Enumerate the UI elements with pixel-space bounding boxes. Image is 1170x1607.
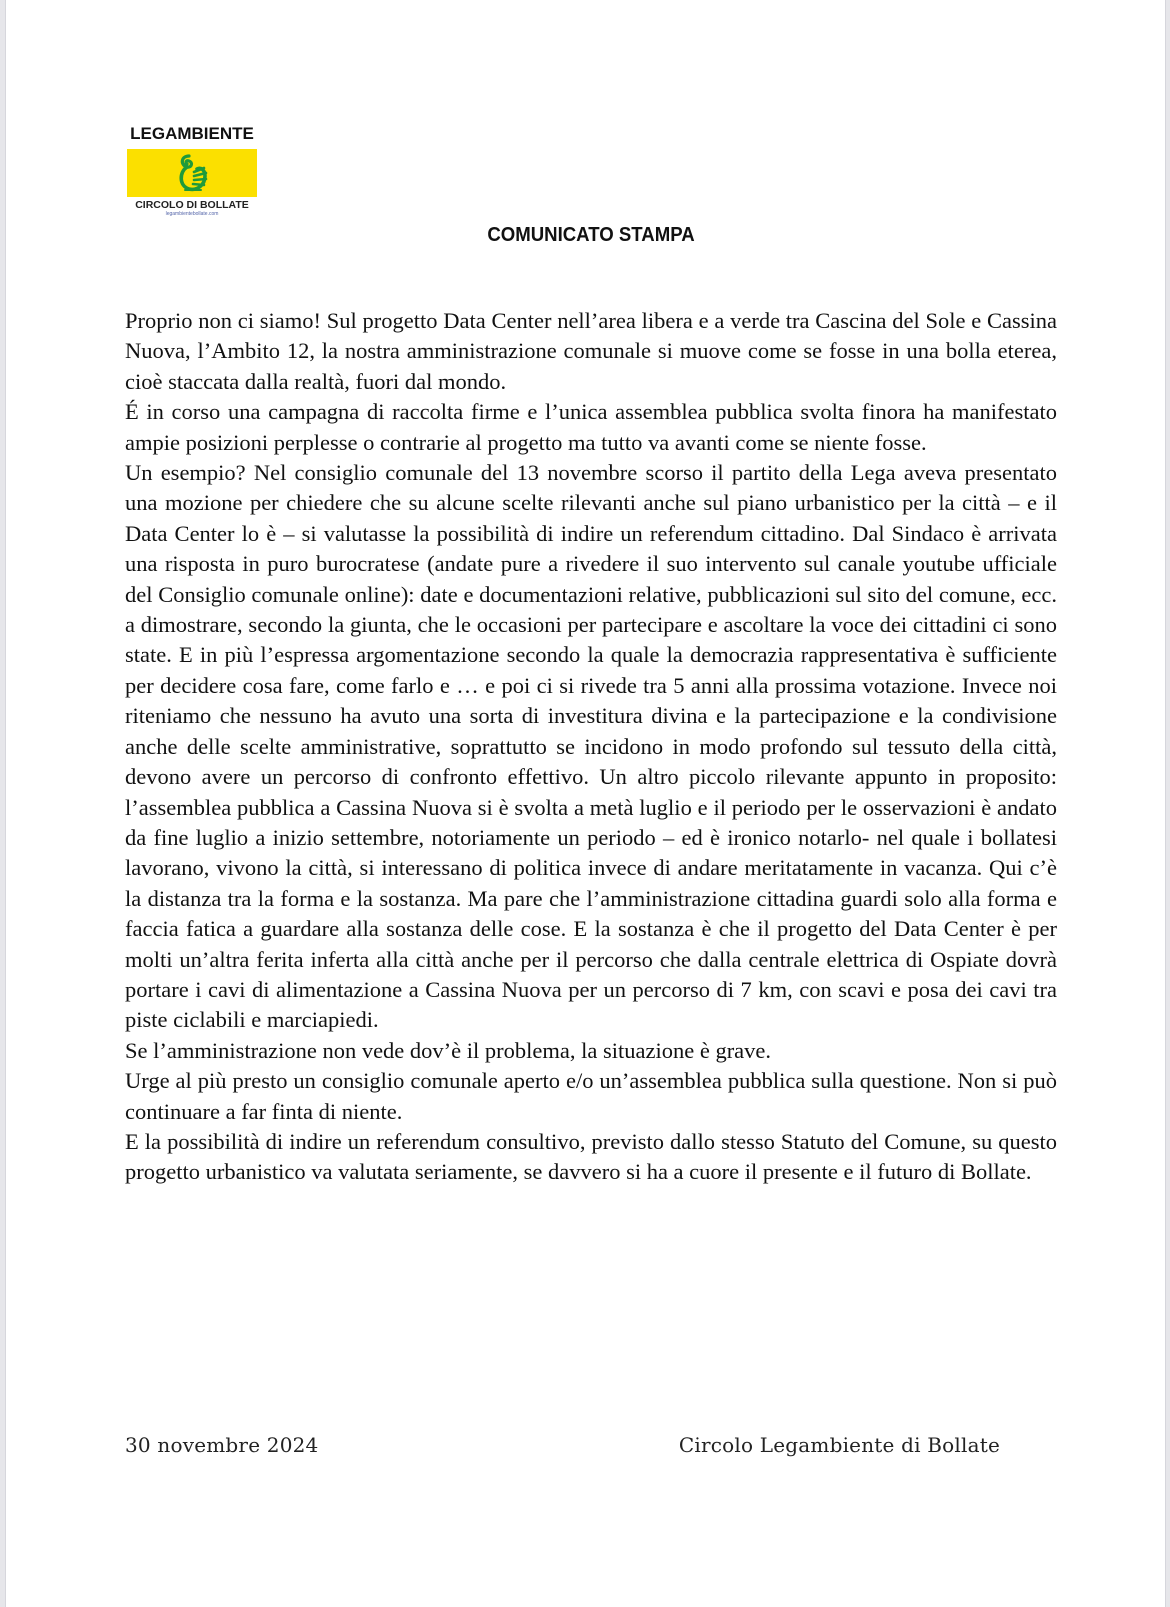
logo-url: legambientebollate.com <box>165 211 219 217</box>
logo-subtitle: CIRCOLO DI BOLLATE <box>135 199 249 211</box>
document-footer <box>125 1433 1000 1457</box>
release-date: 30 novembre 2024 <box>125 1433 319 1457</box>
swan-emblem-icon <box>175 152 209 194</box>
logo-title: LEGAMBIENTE <box>130 124 254 143</box>
logo-band <box>127 149 257 197</box>
legambiente-logo <box>127 124 259 217</box>
paragraph: Un esempio? Nel consiglio comunale del 13 novembre scorso il partito della Lega aveva presentato una mozione per chiedere che su alcune scelte rilevanti anche sul piano urbanistico per la città – e il Data Center lo è – si valutasse la possibilità di indire un referendum cittadino. Dal Sindaco è arrivata una risposta in puro burocratese (andate pure a rivedere il suo intervento sul canale youtube ufficiale del Consiglio comunale online): date e documentazioni relative, pubblicazioni sul sito del comune, ecc. a dimostrare, secondo la giunta, che le occasioni per partecipare e ascoltare la voce dei cittadini ci sono state. E in più l’espressa argomentazione secondo la quale la democrazia rappresentativa è sufficiente per decidere cosa fare, come farlo e … e poi ci si rivede tra 5 anni alla prossima votazione. Invece noi riteniamo che nessuno ha avuto una sorta di investitura divina e la partecipazione e la condivisione anche delle scelte amministrative, soprattutto se incidono in modo profondo sul tessuto della città, devono avere un percorso di confronto effettivo. Un altro piccolo rilevante appunto in proposito: l’assemblea pubblica a Cassina Nuova si è svolta a metà luglio e il periodo per le osservazioni è andato da fine luglio a inizio settembre, notoriamente un periodo – ed è ironico notarlo- nel quale i bollatesi lavorano, vivono la città, si interessano di politica invece di andare meritatamente in vacanza. Qui c’è la distanza tra la forma e la sostanza. Ma pare che l’amministrazione cittadina guardi solo alla forma e faccia fatica a guardare alla sostanza delle cose. E la sostanza è che il progetto del Data Center è per molti un’altra ferita inferta alla città anche per il percorso che dalla centrale elettrica di Ospiate dovrà portare i cavi di alimentazione a Cassina Nuova per un percorso di 7 km, con scavi e posa dei cavi tra piste ciclabili e marciapiedi. <box>125 460 1057 1033</box>
paragraph: Se l’amministrazione non vede dov’è il problema, la situazione è grave. <box>125 1037 772 1063</box>
paragraph: E la possibilità di indire un referendum consultivo, previsto dallo stesso Statuto del Comune, su questo progetto urbanistico va valutata seriamente, se davvero si ha a cuore il presente e il futuro di Bollate. <box>125 1128 1057 1185</box>
paragraph: Urge al più presto un consiglio comunale aperto e/o un’assemblea pubblica sulla questione. Non si può continuare a far finta di niente. <box>125 1068 1057 1124</box>
document-page <box>5 0 1166 1607</box>
paragraph: Proprio non ci siamo! Sul progetto Data Center nell’area libera e a verde tra Cascina del Sole e Cassina Nuova, l’Ambito 12, la nostra amministrazione comunale si muove come se fosse in una bolla eterea, cioè staccata dalla realtà, fuori dal mondo. <box>125 308 1057 394</box>
paragraph: É in corso una campagna di raccolta firme e l’unica assemblea pubblica svolta finora ha manifestato ampie posizioni perplesse o contrarie al progetto ma tutto va avanti come se niente fosse. <box>125 399 1057 455</box>
signature: Circolo Legambiente di Bollate <box>678 1433 1000 1457</box>
press-release-body <box>125 306 1057 1188</box>
document-heading: COMUNICATO STAMPA <box>487 224 695 246</box>
